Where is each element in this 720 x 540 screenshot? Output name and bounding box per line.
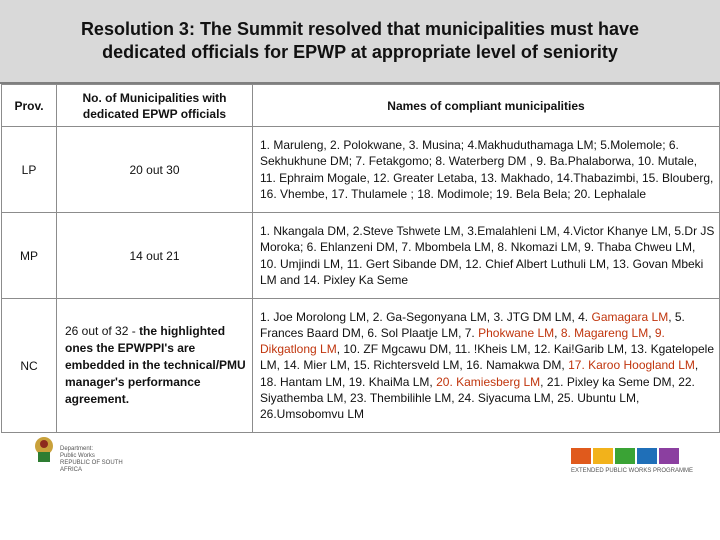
slide-title-line-1: Resolution 3: The Summit resolved that municipalities must have [80, 19, 640, 39]
municipality-text: , 10. ZF Mgcawu DM, 11. !Kheis LM, 12. Kai!Garib LM, 13. Kgatelopele LM, 14. Mier LM, 15. Richtersveld LM, 16. Namakwa DM, [260, 342, 715, 373]
slide-title [81, 18, 639, 64]
highlighted-municipality: Gamagara LM [591, 309, 669, 324]
municipality-text: 1. Joe Morolong LM, 2. Ga-Segonyana LM, 3. JTG DM LM, 4. [260, 309, 592, 324]
slide-title-band [0, 0, 720, 82]
header-compliant-names: Names of compliant municipalities [253, 85, 720, 127]
municipality-text: , 18. Hantam LM, 19. KhaiMa LM, [260, 358, 699, 389]
names-cell [253, 299, 720, 433]
highlighted-municipality: 9. Dikgatlong LM [260, 325, 665, 357]
public-works-logo [30, 430, 142, 472]
epwp-people-icon [565, 440, 705, 468]
header-province: Prov. [2, 85, 57, 127]
municipality-text: , 21. Pixley ka Seme DM, 22. Siyathemba LM, 23. Thembilihle LM, 24. Siyacuma LM, 25. Ubuntu LM, 26.Umsobomvu LM [260, 374, 695, 421]
resolution-table [1, 84, 720, 433]
count-note: the highlighted ones the EPWPPI's are embedded in the technical/PMU manager's performance agreement. [65, 324, 246, 406]
municipality-text: , 5. Frances Baard DM, 6. Sol Plaatje LM, 7. [260, 309, 685, 340]
count-cell: 20 out 30 [57, 127, 253, 213]
highlighted-municipality: 20. Kamiesberg LM [436, 374, 541, 389]
highlighted-municipality: Phokwane LM [478, 325, 555, 340]
epwp-logo-text: EXTENDED PUBLIC WORKS PROGRAMME [571, 468, 694, 474]
province-cell: NC [2, 299, 57, 433]
highlighted-municipality: 8. Magareng LM [560, 325, 649, 340]
slide-title-line-2: dedicated officials for EPWP at appropriate level of seniority [102, 42, 618, 62]
province-cell: LP [2, 127, 57, 213]
count-cell [57, 299, 253, 433]
header-municipality-count: No. of Municipalities with dedicated EPWP officials [57, 85, 253, 127]
names-cell: 1. Maruleng, 2. Polokwane, 3. Musina; 4.Makhuduthamaga LM; 5.Molemole; 6. Sekhukhune DM; 7. Fetakgomo; 8. Waterberg DM , 9. Ba.Phalaborwa, 10. Mutale, 11. Ephraim Mogale, 12. Greater Letaba, 13. Makhado, 14.Thabazimbi, 15. Blouberg, 16. Vhembe, 17. Thulamele ; 18. Modimole; 19. Bela Bela; 20. Lephalale [253, 127, 720, 213]
highlighted-municipality: 17. Karoo Hoogland LM [568, 358, 695, 373]
table-header-row [2, 85, 720, 127]
count-cell: 14 out 21 [57, 213, 253, 299]
table-row [2, 127, 720, 213]
table-row [2, 213, 720, 299]
public-works-logo-text: Department: Public Works REPUBLIC OF SOUTH AFRICA [60, 446, 123, 473]
table-row [2, 299, 720, 433]
names-cell: 1. Nkangala DM, 2.Steve Tshwete LM, 3.Emalahleni LM, 4.Victor Khanye LM, 5.Dr JS Moroka; 6. Ehlanzeni DM, 7. Mbombela LM, 8. Nkomazi LM, 9. Thaba Chweu LM, 10. Umjindi LM, 11. Gert Sibande DM, 12. Chief Albert Luthuli LM, 13. Govan Mbeki LM and 14. Pixley Ka Seme [253, 213, 720, 299]
count-value: 26 out of 32 - [65, 324, 140, 338]
province-cell: MP [2, 213, 57, 299]
epwp-logo [565, 440, 705, 480]
municipality-text: , [648, 325, 655, 340]
municipality-text: , [554, 325, 561, 340]
